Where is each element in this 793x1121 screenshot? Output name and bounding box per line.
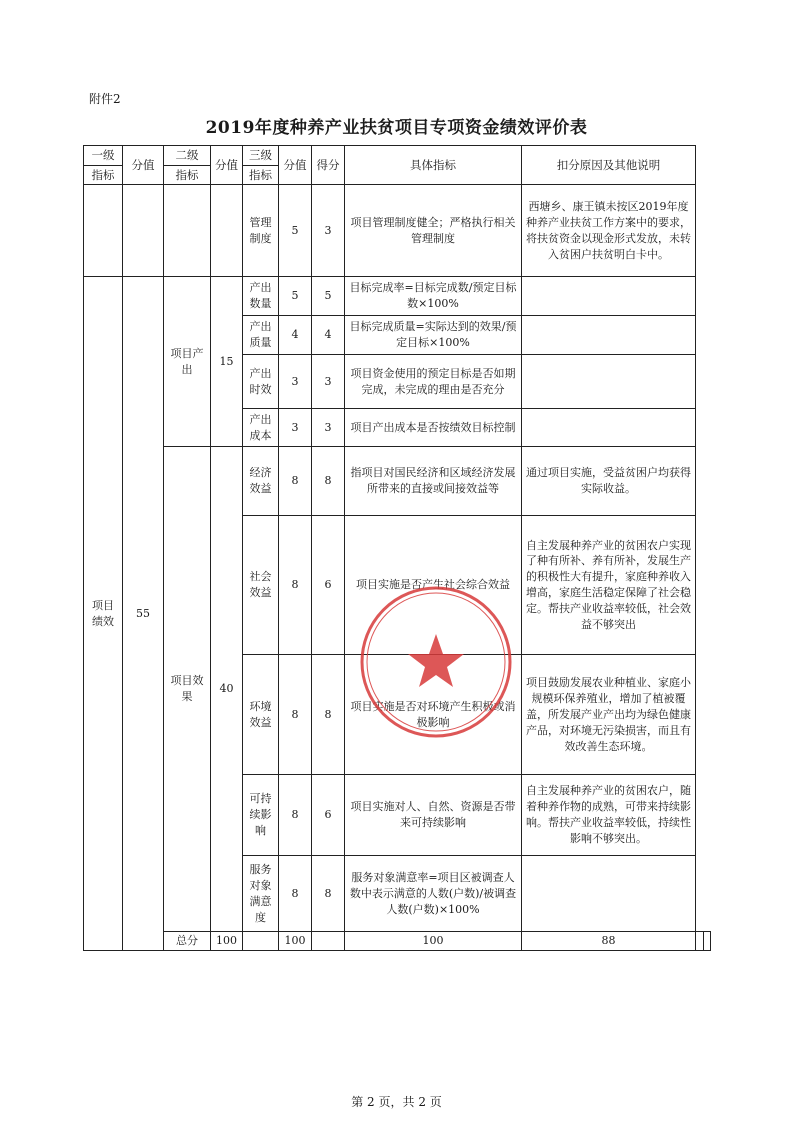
got-cell: 4	[312, 316, 345, 355]
indicator-cell: 项目管理制度健全；严格执行相关管理制度	[345, 185, 522, 277]
level1-cell: 项目绩效	[84, 277, 123, 951]
header-score: 分值	[123, 146, 164, 185]
note-cell	[522, 409, 696, 447]
total-score2: 100	[279, 932, 312, 951]
got-cell: 8	[312, 655, 345, 775]
table-row	[84, 277, 711, 316]
got-cell: 3	[312, 409, 345, 447]
level3-cell: 服务对象满意度	[243, 856, 279, 932]
empty-cell	[84, 185, 123, 277]
total-score1: 100	[211, 932, 243, 951]
empty-cell	[696, 932, 704, 951]
evaluation-table	[83, 145, 711, 951]
level2-cell: 项目效果	[164, 447, 211, 932]
empty-cell	[703, 932, 711, 951]
empty-cell	[312, 932, 345, 951]
header-level1-top: 一级	[84, 146, 123, 166]
empty-cell	[211, 185, 243, 277]
score-cell: 4	[279, 316, 312, 355]
level3-cell: 经济效益	[243, 447, 279, 516]
level3-cell: 产出时效	[243, 355, 279, 409]
level2-score-cell: 15	[211, 277, 243, 447]
got-cell: 5	[312, 277, 345, 316]
header-level2-bottom: 指标	[164, 165, 211, 185]
header-got: 得分	[312, 146, 345, 185]
score-cell: 5	[279, 277, 312, 316]
level3-cell: 产出质量	[243, 316, 279, 355]
note-cell	[522, 277, 696, 316]
header-level3-bottom: 指标	[243, 165, 279, 185]
score-cell: 8	[279, 775, 312, 856]
empty-cell	[164, 185, 211, 277]
indicator-cell: 服务对象满意率=项目区被调查人数中表示满意的人数(户数)/被调查人数(户数)×100%	[345, 856, 522, 932]
level3-cell: 产出数量	[243, 277, 279, 316]
note-cell	[522, 316, 696, 355]
table-row	[84, 185, 711, 277]
total-got: 88	[522, 932, 696, 951]
empty-cell	[123, 185, 164, 277]
level2-score-cell: 40	[211, 447, 243, 932]
level3-cell: 社会效益	[243, 516, 279, 655]
header-level3-top: 三级	[243, 146, 279, 166]
indicator-cell: 项目资金使用的预定目标是否如期完成，未完成的理由是否充分	[345, 355, 522, 409]
level3-cell: 环境效益	[243, 655, 279, 775]
got-cell: 6	[312, 516, 345, 655]
header-row-top	[84, 146, 711, 166]
score-cell: 3	[279, 409, 312, 447]
note-cell: 西塘乡、康王镇未按区2019年度种养产业扶贫工作方案中的要求，将扶贫资金以现金形式发放，未转入贫困户扶贫明白卡中。	[522, 185, 696, 277]
level1-score-cell: 55	[123, 277, 164, 951]
indicator-cell: 项目实施对人、自然、资源是否带来可持续影响	[345, 775, 522, 856]
score-cell: 8	[279, 516, 312, 655]
score-cell: 8	[279, 856, 312, 932]
indicator-cell: 项目产出成本是否按绩效目标控制	[345, 409, 522, 447]
total-row	[84, 932, 711, 951]
header-score3: 分值	[279, 146, 312, 185]
header-indicator: 具体指标	[345, 146, 522, 185]
got-cell: 3	[312, 355, 345, 409]
attachment-label: 附件2	[89, 92, 121, 106]
empty-cell	[243, 932, 279, 951]
indicator-cell: 目标完成率=目标完成数/预定目标数×100%	[345, 277, 522, 316]
got-cell: 3	[312, 185, 345, 277]
note-cell	[522, 856, 696, 932]
level3-cell: 管理制度	[243, 185, 279, 277]
level2-cell: 项目产出	[164, 277, 211, 447]
total-label: 总分	[164, 932, 211, 951]
note-cell: 自主发展种养产业的贫困农户，随着种养作物的成熟，可带来持续影响。帮扶产业收益率较低，持续性影响不够突出。	[522, 775, 696, 856]
total-score3: 100	[345, 932, 522, 951]
indicator-cell: 目标完成质量=实际达到的效果/预定目标×100%	[345, 316, 522, 355]
note-cell: 项目鼓励发展农业种植业、家庭小规模环保养殖业，增加了植被覆盖，所发展产业产出均为绿色健康产品，对环境无污染损害，而且有效改善生态环境。	[522, 655, 696, 775]
level3-cell: 产出成本	[243, 409, 279, 447]
page-title: 2019年度种养产业扶贫项目专项资金绩效评价表	[205, 118, 588, 138]
got-cell: 8	[312, 447, 345, 516]
level3-cell: 可持续影响	[243, 775, 279, 856]
indicator-cell: 项目实施是否对环境产生积极或消极影响	[345, 655, 522, 775]
header-reason: 扣分原因及其他说明	[522, 146, 696, 185]
header-level1-bottom: 指标	[84, 165, 123, 185]
header-level2-top: 二级	[164, 146, 211, 166]
indicator-cell: 指项目对国民经济和区域经济发展所带来的直接或间接效益等	[345, 447, 522, 516]
score-cell: 5	[279, 185, 312, 277]
note-cell: 通过项目实施，受益贫困户均获得实际收益。	[522, 447, 696, 516]
page-footer: 第 2 页，共 2 页	[351, 1095, 442, 1109]
got-cell: 6	[312, 775, 345, 856]
indicator-cell: 项目实施是否产生社会综合效益	[345, 516, 522, 655]
got-cell: 8	[312, 856, 345, 932]
table-row	[84, 447, 711, 516]
header-score2: 分值	[211, 146, 243, 185]
note-cell	[522, 355, 696, 409]
note-cell: 自主发展种养产业的贫困农户实现了种有所补、养有所补，发展生产的积极性大有提升，家庭种养收入增高，家庭生活稳定保障了社会稳定。帮扶产业收益率较低，社会效益不够突出	[522, 516, 696, 655]
score-cell: 3	[279, 355, 312, 409]
score-cell: 8	[279, 447, 312, 516]
score-cell: 8	[279, 655, 312, 775]
